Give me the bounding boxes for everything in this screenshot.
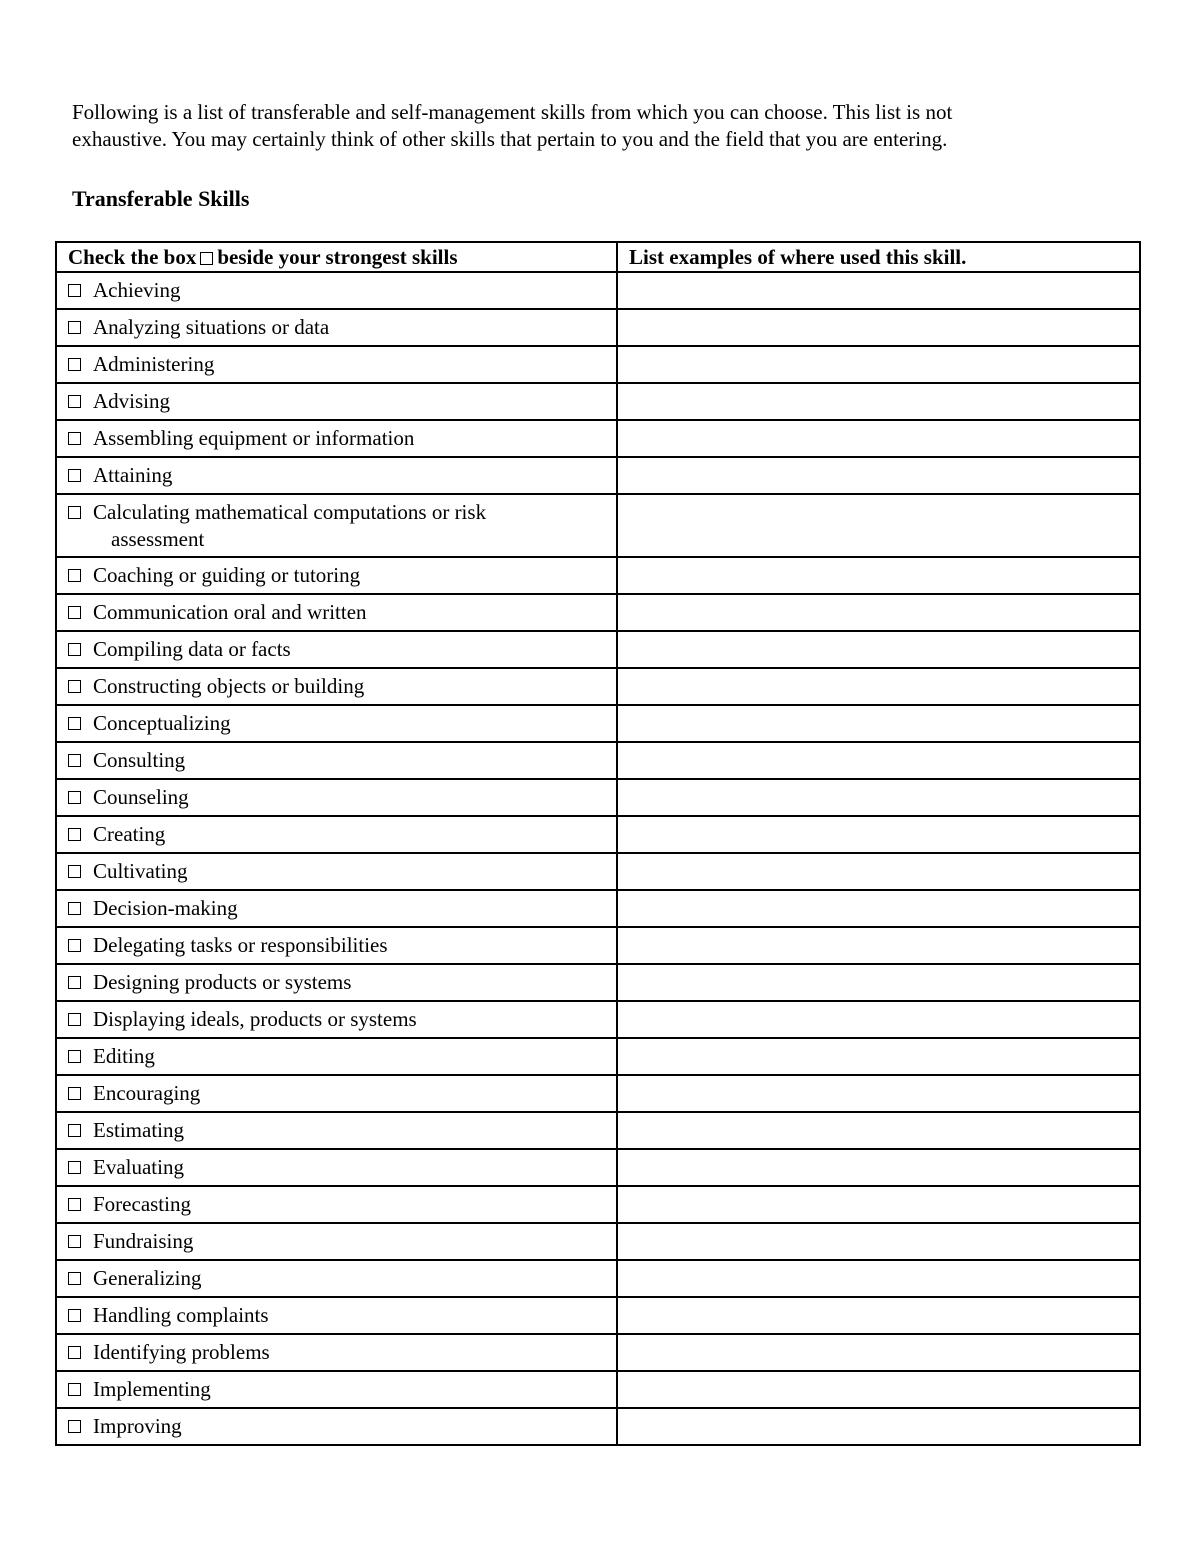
skill-checkbox[interactable] [68, 1235, 81, 1248]
skill-name: Designing products or systems [93, 970, 352, 994]
skill-checkbox[interactable] [68, 321, 81, 334]
example-cell[interactable] [617, 1408, 1140, 1445]
skill-label [93, 1302, 606, 1329]
skill-item [68, 1265, 606, 1292]
table-row [56, 1075, 1140, 1112]
header-skills-pre: Check the box [68, 245, 197, 269]
checkbox-icon [200, 252, 213, 265]
table-row [56, 1297, 1140, 1334]
skill-name: Conceptualizing [93, 711, 231, 735]
skill-checkbox[interactable] [68, 680, 81, 693]
skill-name: Advising [93, 389, 171, 413]
table-row [56, 964, 1140, 1001]
example-cell[interactable] [617, 1112, 1140, 1149]
skill-item [68, 388, 606, 415]
skill-cell [56, 816, 617, 853]
skill-label [93, 314, 606, 341]
example-cell[interactable] [617, 1371, 1140, 1408]
skill-name: Improving [93, 1414, 182, 1438]
example-cell[interactable] [617, 383, 1140, 420]
skill-checkbox[interactable] [68, 1161, 81, 1174]
example-cell[interactable] [617, 594, 1140, 631]
skill-label [93, 673, 606, 700]
skill-name: Cultivating [93, 859, 188, 883]
skill-checkbox[interactable] [68, 717, 81, 730]
skill-name: Encouraging [93, 1081, 201, 1105]
skill-cell [56, 853, 617, 890]
skill-checkbox[interactable] [68, 754, 81, 767]
skill-label [93, 1043, 606, 1070]
skill-label [93, 1376, 606, 1403]
skill-cell [56, 1112, 617, 1149]
example-cell[interactable] [617, 1038, 1140, 1075]
table-row [56, 420, 1140, 457]
example-cell[interactable] [617, 420, 1140, 457]
skill-label [93, 1339, 606, 1366]
skill-item [68, 599, 606, 626]
skill-item [68, 710, 606, 737]
skill-name: Assembling equipment or information [93, 426, 415, 450]
skill-checkbox[interactable] [68, 643, 81, 656]
skill-label [93, 277, 606, 304]
skill-checkbox[interactable] [68, 976, 81, 989]
header-skills-post: beside your strongest skills [217, 245, 458, 269]
skill-name: Generalizing [93, 1266, 202, 1290]
skill-cell [56, 1223, 617, 1260]
example-cell[interactable] [617, 1223, 1140, 1260]
skill-cell [56, 1371, 617, 1408]
intro-line-2: exhaustive. You may certainly think of other skills that pertain to you and the field that you are entering. [72, 127, 948, 151]
table-row [56, 816, 1140, 853]
skill-cell [56, 1001, 617, 1038]
skill-cell [56, 742, 617, 779]
table-row [56, 1001, 1140, 1038]
skill-item [68, 562, 606, 589]
skill-cell [56, 927, 617, 964]
table-row [56, 779, 1140, 816]
skill-item [68, 858, 606, 885]
table-row [56, 927, 1140, 964]
skill-cell [56, 705, 617, 742]
skills-table [55, 241, 1141, 1446]
table-row [56, 309, 1140, 346]
skill-checkbox[interactable] [68, 606, 81, 619]
skill-item [68, 821, 606, 848]
skill-name: Implementing [93, 1377, 211, 1401]
skill-checkbox[interactable] [68, 1383, 81, 1396]
skill-label [93, 1080, 606, 1107]
example-cell[interactable] [617, 668, 1140, 705]
skill-item [68, 1043, 606, 1070]
skill-item [68, 277, 606, 304]
skill-checkbox[interactable] [68, 939, 81, 952]
skill-name: Calculating mathematical computations or risk [93, 499, 487, 524]
skill-label [93, 1154, 606, 1181]
table-row [56, 1038, 1140, 1075]
table-row [56, 1371, 1140, 1408]
table-row [56, 346, 1140, 383]
skill-label [93, 499, 606, 553]
table-row [56, 742, 1140, 779]
skill-checkbox[interactable] [68, 358, 81, 371]
table-row [56, 1408, 1140, 1445]
skill-label [93, 932, 606, 959]
skill-name: Delegating tasks or responsibilities [93, 933, 388, 957]
skill-item [68, 314, 606, 341]
skill-cell [56, 1408, 617, 1445]
example-cell[interactable] [617, 457, 1140, 494]
example-cell[interactable] [617, 309, 1140, 346]
example-cell[interactable] [617, 1334, 1140, 1371]
table-row [56, 668, 1140, 705]
skill-checkbox[interactable] [68, 902, 81, 915]
skill-label [93, 425, 606, 452]
skill-cell [56, 1075, 617, 1112]
example-cell[interactable] [617, 705, 1140, 742]
skill-item [68, 1376, 606, 1403]
skill-checkbox[interactable] [68, 469, 81, 482]
skill-name: Compiling data or facts [93, 637, 291, 661]
skill-checkbox[interactable] [68, 395, 81, 408]
table-row [56, 383, 1140, 420]
table-row [56, 1112, 1140, 1149]
table-row [56, 1334, 1140, 1371]
skill-cell [56, 964, 617, 1001]
skill-name: Handling complaints [93, 1303, 269, 1327]
skill-name: Decision-making [93, 896, 238, 920]
skill-item [68, 462, 606, 489]
skill-checkbox[interactable] [68, 506, 81, 519]
skill-label [93, 710, 606, 737]
skill-name: Creating [93, 822, 166, 846]
skill-cell [56, 1038, 617, 1075]
example-cell[interactable] [617, 346, 1140, 383]
skill-label [93, 821, 606, 848]
skill-name-continuation: assessment [111, 526, 205, 551]
skill-name: Identifying problems [93, 1340, 270, 1364]
table-row [56, 631, 1140, 668]
skill-label [93, 747, 606, 774]
skill-item [68, 1154, 606, 1181]
skill-label [93, 351, 606, 378]
skill-cell [56, 668, 617, 705]
skill-checkbox[interactable] [68, 1013, 81, 1026]
skill-label [93, 969, 606, 996]
skill-cell [56, 594, 617, 631]
skill-label [93, 858, 606, 885]
skill-cell [56, 309, 617, 346]
example-cell[interactable] [617, 1001, 1140, 1038]
skill-checkbox[interactable] [68, 1198, 81, 1211]
skill-name: Forecasting [93, 1192, 191, 1216]
skill-item [68, 1080, 606, 1107]
skill-cell [56, 1186, 617, 1223]
skill-label [93, 1228, 606, 1255]
table-row [56, 1186, 1140, 1223]
skill-label [93, 1265, 606, 1292]
skill-item [68, 1413, 606, 1440]
skill-label [93, 462, 606, 489]
skill-cell [56, 631, 617, 668]
example-cell[interactable] [617, 631, 1140, 668]
skill-item [68, 747, 606, 774]
skill-label [93, 1117, 606, 1144]
skill-cell [56, 383, 617, 420]
skill-item [68, 1191, 606, 1218]
skill-item [68, 1006, 606, 1033]
intro-line-1: Following is a list of transferable and self-management skills from which you can choose. This list is not [72, 100, 953, 124]
table-row [56, 853, 1140, 890]
skill-cell [56, 1260, 617, 1297]
skill-cell [56, 457, 617, 494]
skill-checkbox[interactable] [68, 1272, 81, 1285]
example-cell[interactable] [617, 742, 1140, 779]
example-cell[interactable] [617, 1149, 1140, 1186]
skill-item [68, 969, 606, 996]
skill-cell [56, 1297, 617, 1334]
skill-item [68, 351, 606, 378]
skill-checkbox[interactable] [68, 1050, 81, 1063]
skill-label [93, 636, 606, 663]
skill-name: Displaying ideals, products or systems [93, 1007, 417, 1031]
table-row [56, 705, 1140, 742]
skill-name: Fundraising [93, 1229, 194, 1253]
table-row [56, 494, 1140, 557]
skill-name: Communication oral and written [93, 600, 367, 624]
table-header-row [56, 242, 1140, 272]
skill-name: Constructing objects or building [93, 674, 365, 698]
example-cell[interactable] [617, 272, 1140, 309]
header-examples: List examples of where used this skill. [617, 242, 1140, 272]
skill-label [93, 895, 606, 922]
skill-cell [56, 1334, 617, 1371]
skill-item [68, 425, 606, 452]
skill-checkbox[interactable] [68, 1346, 81, 1359]
skill-item [68, 895, 606, 922]
skill-name: Administering [93, 352, 215, 376]
skill-cell [56, 890, 617, 927]
section-title: Transferable Skills [72, 186, 250, 211]
example-cell[interactable] [617, 1297, 1140, 1334]
example-cell[interactable] [617, 890, 1140, 927]
table-row [56, 457, 1140, 494]
table-row [56, 890, 1140, 927]
example-cell[interactable] [617, 816, 1140, 853]
skill-cell [56, 1149, 617, 1186]
intro-paragraph [72, 99, 1152, 153]
skill-checkbox[interactable] [68, 1124, 81, 1137]
skill-label [93, 1191, 606, 1218]
skill-checkbox[interactable] [68, 865, 81, 878]
table-row [56, 272, 1140, 309]
skill-name: Attaining [93, 463, 173, 487]
skills-body [56, 272, 1140, 1445]
skill-name: Editing [93, 1044, 155, 1068]
skill-item [68, 1302, 606, 1329]
skill-checkbox[interactable] [68, 828, 81, 841]
example-cell[interactable] [617, 779, 1140, 816]
skill-checkbox[interactable] [68, 284, 81, 297]
skill-cell [56, 272, 617, 309]
example-cell[interactable] [617, 494, 1140, 557]
skill-checkbox[interactable] [68, 1309, 81, 1322]
header-skills [56, 242, 617, 272]
skill-item [68, 1339, 606, 1366]
skill-cell [56, 494, 617, 557]
skill-name: Evaluating [93, 1155, 184, 1179]
example-cell[interactable] [617, 1260, 1140, 1297]
skill-label [93, 784, 606, 811]
example-cell[interactable] [617, 1075, 1140, 1112]
skill-cell [56, 779, 617, 816]
example-cell[interactable] [617, 853, 1140, 890]
skill-checkbox[interactable] [68, 1087, 81, 1100]
skill-name: Counseling [93, 785, 189, 809]
skill-label [93, 562, 606, 589]
example-cell[interactable] [617, 1186, 1140, 1223]
skill-name: Coaching or guiding or tutoring [93, 563, 361, 587]
example-cell[interactable] [617, 964, 1140, 1001]
skill-label [93, 599, 606, 626]
skill-checkbox[interactable] [68, 791, 81, 804]
skill-item [68, 499, 606, 553]
skill-name: Estimating [93, 1118, 184, 1142]
skill-item [68, 932, 606, 959]
skill-checkbox[interactable] [68, 1420, 81, 1433]
skill-item [68, 1117, 606, 1144]
skill-name: Achieving [93, 278, 181, 302]
table-row [56, 1260, 1140, 1297]
skill-item [68, 784, 606, 811]
table-row [56, 1149, 1140, 1186]
table-row [56, 594, 1140, 631]
example-cell[interactable] [617, 927, 1140, 964]
skill-item [68, 636, 606, 663]
skill-label [93, 1413, 606, 1440]
skill-cell [56, 557, 617, 594]
example-cell[interactable] [617, 557, 1140, 594]
skill-checkbox[interactable] [68, 432, 81, 445]
skill-name: Consulting [93, 748, 186, 772]
skill-name: Analyzing situations or data [93, 315, 330, 339]
table-row [56, 1223, 1140, 1260]
skill-item [68, 1228, 606, 1255]
skill-label [93, 1006, 606, 1033]
skill-label [93, 388, 606, 415]
skill-cell [56, 420, 617, 457]
skill-cell [56, 346, 617, 383]
table-row [56, 557, 1140, 594]
skill-checkbox[interactable] [68, 569, 81, 582]
skill-item [68, 673, 606, 700]
